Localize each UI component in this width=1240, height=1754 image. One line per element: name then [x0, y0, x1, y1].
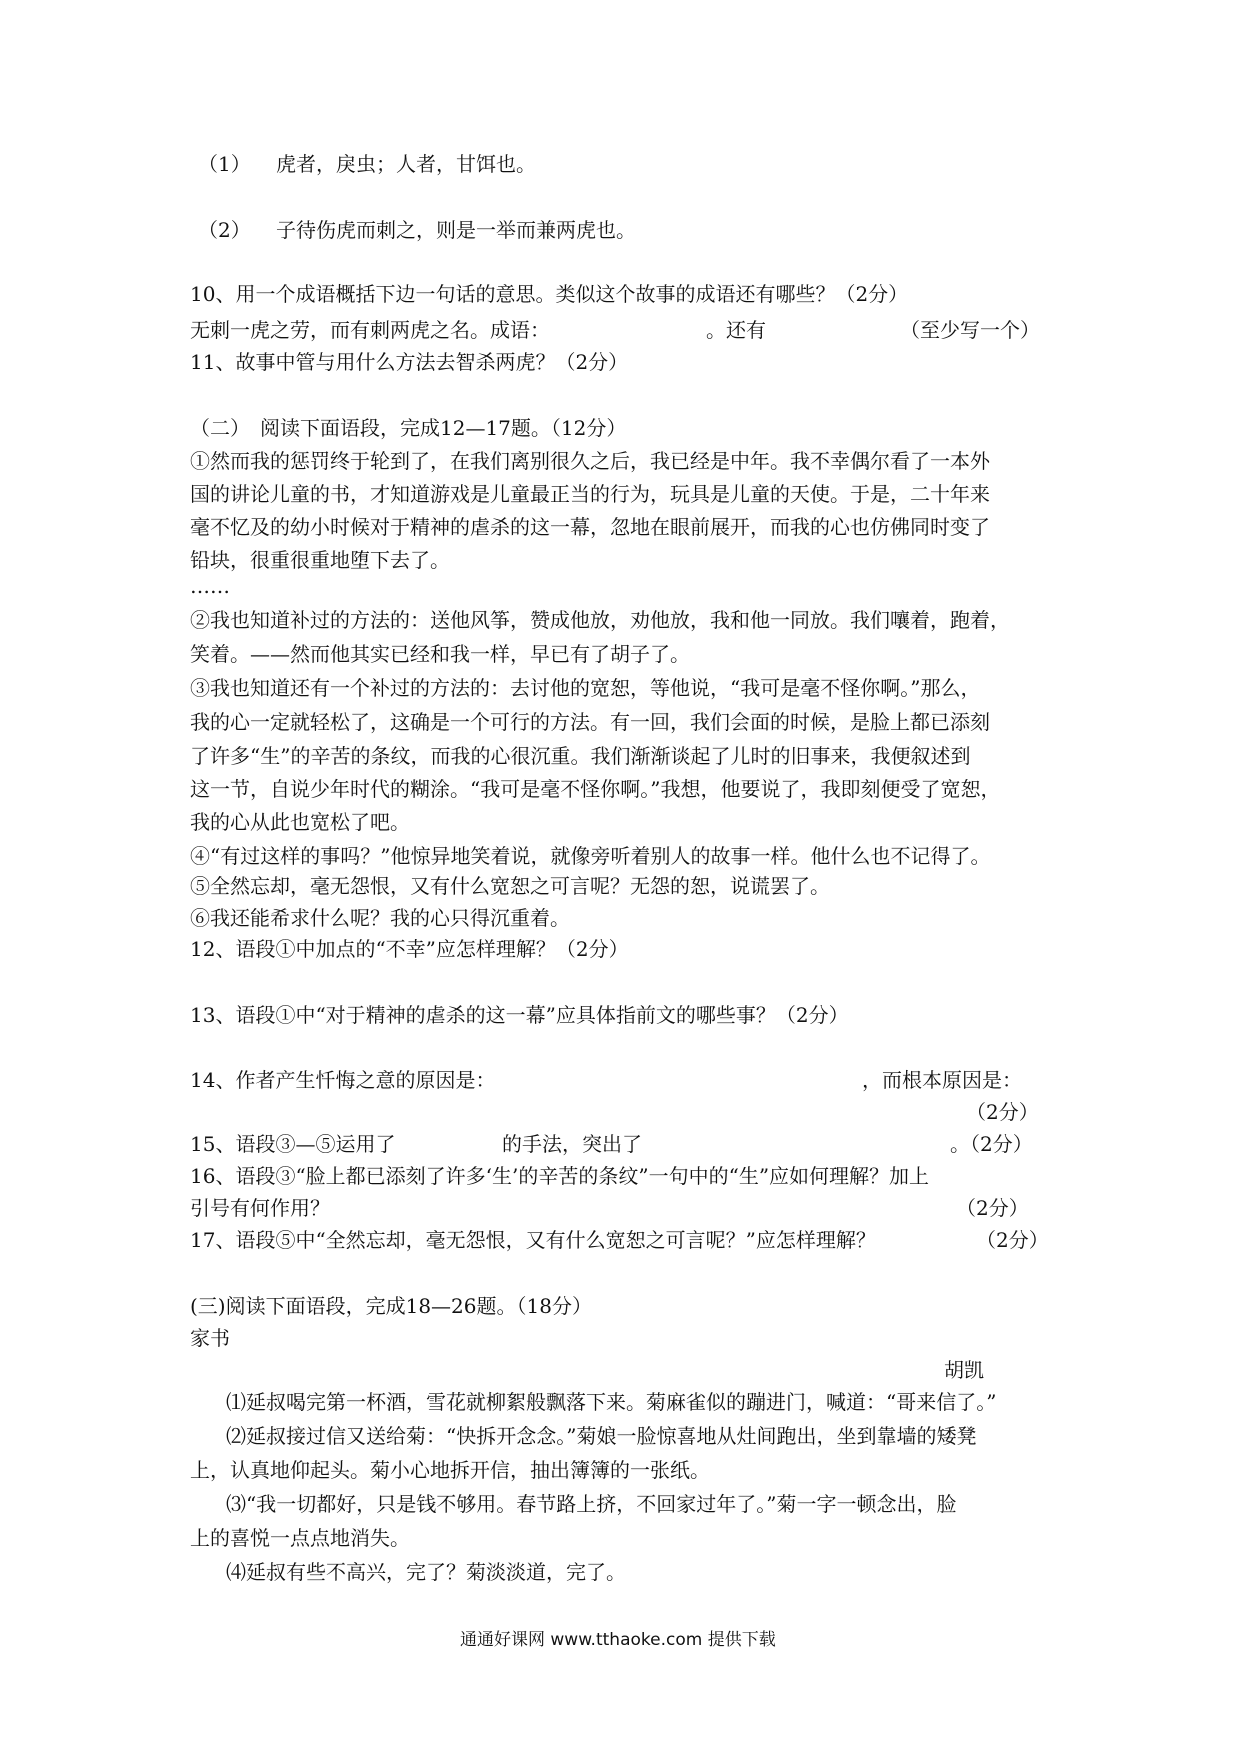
q15-prompt-b: 的手法，突出了 [502, 1132, 642, 1156]
section3-p2-line2: 上，认真地仰起头。菊小心地拆开信，抽出簿簿的一张纸。 [190, 1458, 710, 1482]
section3-p1: ⑴延叔喝完第一杯酒，雪花就柳絮般飘落下来。菊麻雀似的蹦进门，喊道：“哥来信了。” [226, 1390, 997, 1414]
section2-p4: ④“有过这样的事吗？”他惊异地笑着说，就像旁听着别人的故事一样。他什么也不记得了。 [190, 844, 991, 868]
q14-score: （2分） [966, 1100, 1039, 1124]
q10-line2-c: （至少写一个） [900, 318, 1040, 342]
q9-item1-text: 虎者，戾虫；人者，甘饵也。 [276, 152, 536, 176]
section2-p3-line3: 了许多“生”的辛苦的条纹，而我的心很沉重。我们渐渐谈起了儿时的旧事来，我便叙述到 [190, 744, 971, 768]
section3-header: (三)阅读下面语段，完成18—26题。（18分） [190, 1294, 592, 1318]
q10-prompt: 10、用一个成语概括下边一句话的意思。类似这个故事的成语还有哪些？（2分） [190, 282, 909, 306]
section2-header: （二） 阅读下面语段，完成12—17题。（12分） [190, 416, 627, 440]
section2-ellipsis: …… [190, 574, 230, 598]
page-footer: 通通好课网 www.tthaoke.com 提供下载 [460, 1630, 776, 1650]
section2-p2-line1: ②我也知道补过的方法的：送他风筝，赞成他放，劝他放，我和他一同放。我们嚷着，跑着， [190, 608, 1010, 632]
q14-prompt-b: ，而根本原因是： [862, 1068, 1022, 1092]
section3-title: 家书 [190, 1326, 230, 1350]
section2-p5: ⑤全然忘却，毫无怨恨，又有什么宽恕之可言呢？无怨的恕，说谎罢了。 [190, 874, 830, 898]
q17-score: （2分） [976, 1228, 1049, 1252]
section3-p3-line2: 上的喜悦一点点地消失。 [190, 1526, 410, 1550]
q14-prompt-a: 14、作者产生忏悔之意的原因是： [190, 1068, 496, 1092]
q15-prompt-c: 。（2分） [950, 1132, 1033, 1156]
section2-p3-line1: ③我也知道还有一个补过的方法的：去讨他的宽恕，等他说，“我可是毫不怪你啊。”那么， [190, 676, 981, 700]
section3-p2-line1: ⑵延叔接过信又送给菊：“快拆开念念。”菊娘一脸惊喜地从灶间跑出，坐到靠墙的矮凳 [226, 1424, 977, 1448]
q16-line2: 引号有何作用？ [190, 1196, 330, 1220]
section2-p1-line3: 毫不忆及的幼小时候对于精神的虐杀的这一幕，忽地在眼前展开，而我的心也仿佛同时变了 [190, 515, 990, 539]
q13-prompt: 13、语段①中“对于精神的虐杀的这一幕”应具体指前文的哪些事？（2分） [190, 1003, 849, 1027]
section3-p4: ⑷延叔有些不高兴，完了？菊淡淡道，完了。 [226, 1560, 626, 1584]
section2-p3-line4: 这一节，自说少年时代的糊涂。“我可是毫不怪你啊。”我想，他要说了，我即刻便受了宽恕， [190, 777, 1001, 801]
section2-p6: ⑥我还能希求什么呢？我的心只得沉重着。 [190, 906, 570, 930]
section2-p3-line5: 我的心从此也宽松了吧。 [190, 810, 410, 834]
q16-score: （2分） [956, 1196, 1029, 1220]
q12-prompt: 12、语段①中加点的“不幸”应怎样理解？（2分） [190, 937, 629, 961]
section2-p1-line4: 铅块，很重很重地堕下去了。 [190, 548, 450, 572]
q11-prompt: 11、故事中管与用什么方法去智杀两虎？（2分） [190, 350, 629, 374]
q10-line2-b: 。还有 [706, 318, 766, 342]
q15-prompt-a: 15、语段③—⑤运用了 [190, 1132, 396, 1156]
q10-line2-a: 无刺一虎之劳，而有刺两虎之名。成语： [190, 318, 550, 342]
section2-p1-line2: 国的讲论儿童的书，才知道游戏是儿童最正当的行为，玩具是儿童的天使。于是，二十年来 [190, 482, 990, 506]
q16-line1: 16、语段③“脸上都已添刻了许多‘生’的辛苦的条纹”一句中的“生”应如何理解？加上 [190, 1164, 930, 1188]
q9-item2-text: 子待伤虎而刺之，则是一举而兼两虎也。 [276, 218, 636, 242]
section3-p3-line1: ⑶“我一切都好，只是钱不够用。春节路上挤，不回家过年了。”菊一字一顿念出，脸 [226, 1492, 957, 1516]
section2-p3-line2: 我的心一定就轻松了，这确是一个可行的方法。有一回，我们会面的时候，是脸上都已添刻 [190, 710, 990, 734]
q9-item1-number: （1） [198, 152, 251, 176]
section2-p2-line2: 笑着。——然而他其实已经和我一样，早已有了胡子了。 [190, 642, 690, 666]
section3-author: 胡凯 [944, 1358, 984, 1382]
q17-prompt: 17、语段⑤中“全然忘却，毫无怨恨，又有什么宽恕之可言呢？”应怎样理解？ [190, 1228, 876, 1252]
section2-p1-line1: ①然而我的惩罚终于轮到了，在我们离别很久之后，我已经是中年。我不幸偶尔看了一本外 [190, 449, 990, 473]
q9-item2-number: （2） [198, 218, 251, 242]
